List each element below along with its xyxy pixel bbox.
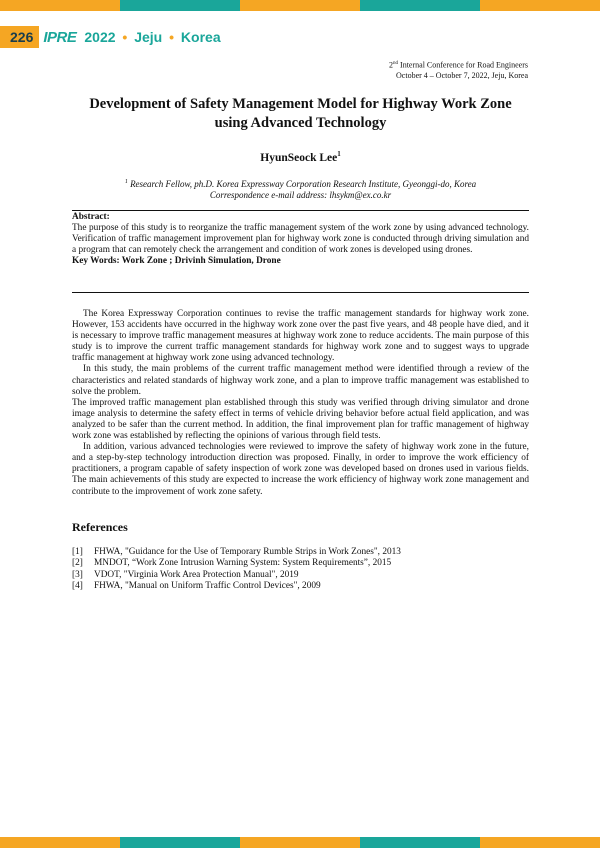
abstract-label: Abstract: <box>72 212 110 222</box>
conference-info <box>389 59 528 81</box>
event-year: 2022 <box>84 29 116 45</box>
stripe-segment <box>480 0 600 11</box>
reference-number: [3] <box>72 569 83 580</box>
stripe-segment <box>0 0 120 11</box>
bottom-color-stripe <box>0 837 600 848</box>
paper-title: Development of Safety Management Model for Highway Work Zone using Advanced Technology <box>89 96 512 131</box>
body-paragraph: In addition, various advanced technologies were reviewed to improve the safety of highway work zone in the future, and a step-by-step technology introduction direction was proposed. Finally, in order to improve the work efficiency of practitioners, a program capable of safety inspection of work zone was developed based on drones used in various fields. The main achievements of this study are expected to increase the work efficiency of highway work zone management and contribute to the improvement of work zone safety. <box>72 442 529 497</box>
stripe-segment <box>240 0 360 11</box>
stripe-segment <box>360 837 480 848</box>
stripe-segment <box>0 837 120 848</box>
separator-dot: • <box>169 29 175 45</box>
reference-text: VDOT, "Virginia Work Area Protection Manual", 2019 <box>94 569 299 580</box>
stripe-segment <box>360 0 480 11</box>
body-text <box>72 309 529 498</box>
conference-logo: IPRE <box>43 28 77 46</box>
reference-text: FHWA, "Guidance for the Use of Temporary Rumble Strips in Work Zones", 2013 <box>94 547 401 557</box>
stripe-segment <box>120 837 240 848</box>
reference-number: [2] <box>72 558 83 569</box>
stripe-segment <box>480 837 600 848</box>
abstract-text: The purpose of this study is to reorganize the traffic management system of the work zone by using advanced technology. Verification of traffic management improvement plan for highway work zone is conducted through driving simulation and a program that can remotely check the arrangement and condition of work zones is developed using drones. <box>72 223 529 255</box>
stripe-segment <box>120 0 240 11</box>
reference-number: [4] <box>72 580 83 591</box>
reference-item <box>72 581 529 592</box>
reference-item <box>72 547 529 558</box>
references-heading: References <box>72 520 128 534</box>
page-header <box>0 26 221 48</box>
paper-author: HyunSeock Lee$^1$ <box>260 150 341 164</box>
reference-item <box>72 558 529 569</box>
references-list <box>72 547 529 592</box>
page-number: 226 <box>0 26 39 48</box>
reference-text: FHWA, "Manual on Uniform Traffic Control Devices", 2009 <box>94 580 321 591</box>
stripe-segment <box>240 837 360 848</box>
reference-number: [1] <box>72 547 83 557</box>
conference-name: 2nd Internal Conference for Road Engineers <box>389 60 528 70</box>
body-paragraph: The improved traffic management plan established through this study was verified through driving simulator and drone image analysis to determine the safety effect in terms of vehicle driving behavior before actual field application, and was analyzed to be safer than the current method. In addition, the final improvement plan for traffic management of highway work zone was established by reflecting the opinions of various through field tests. <box>72 397 529 442</box>
affiliation-line: $^1$ Research Fellow, ph.D. Korea Expressway Corporation Research Institute, Gyeonggi-do, Korea <box>124 179 477 189</box>
body-paragraph: In this study, the main problems of the current traffic management method were identified through a review of the characteristics and related standards of highway work zone, and a plan to improve traffic management was established to solve the problem. <box>72 364 529 397</box>
keywords: Key Words: Work Zone ; Drivinh Simulation, Drone <box>72 256 281 266</box>
reference-text: MNDOT, “Work Zone Intrusion Warning System: System Requirements”, 2015 <box>94 558 392 569</box>
correspondence-email: Correspondence e-mail address: lhsykm@ex.co.kr <box>209 190 392 200</box>
divider <box>72 292 529 293</box>
author-affiliation <box>72 177 529 201</box>
divider <box>72 210 529 211</box>
conference-dates: October 4 – October 7, 2022, Jeju, Korea <box>396 70 528 80</box>
event-country: Korea <box>180 29 221 45</box>
separator-dot: • <box>122 29 128 45</box>
event-city: Jeju <box>134 29 163 45</box>
abstract-section <box>72 212 529 267</box>
top-color-stripe <box>0 0 600 11</box>
body-paragraph: The Korea Expressway Corporation continues to revise the traffic management standards for highway work zone. However, 153 accidents have occurred in the highway work zone over the past five years, and 48 people have died, and it is necessary to improve traffic management measures at highway work zone to reduce accidents. The main purpose of this study is to improve the current traffic management standards for highway work zone and to suggest ways to upgrade traffic management at highway work zone using advanced technology. <box>72 309 529 364</box>
event-banner <box>84 29 220 45</box>
reference-item <box>72 570 529 581</box>
